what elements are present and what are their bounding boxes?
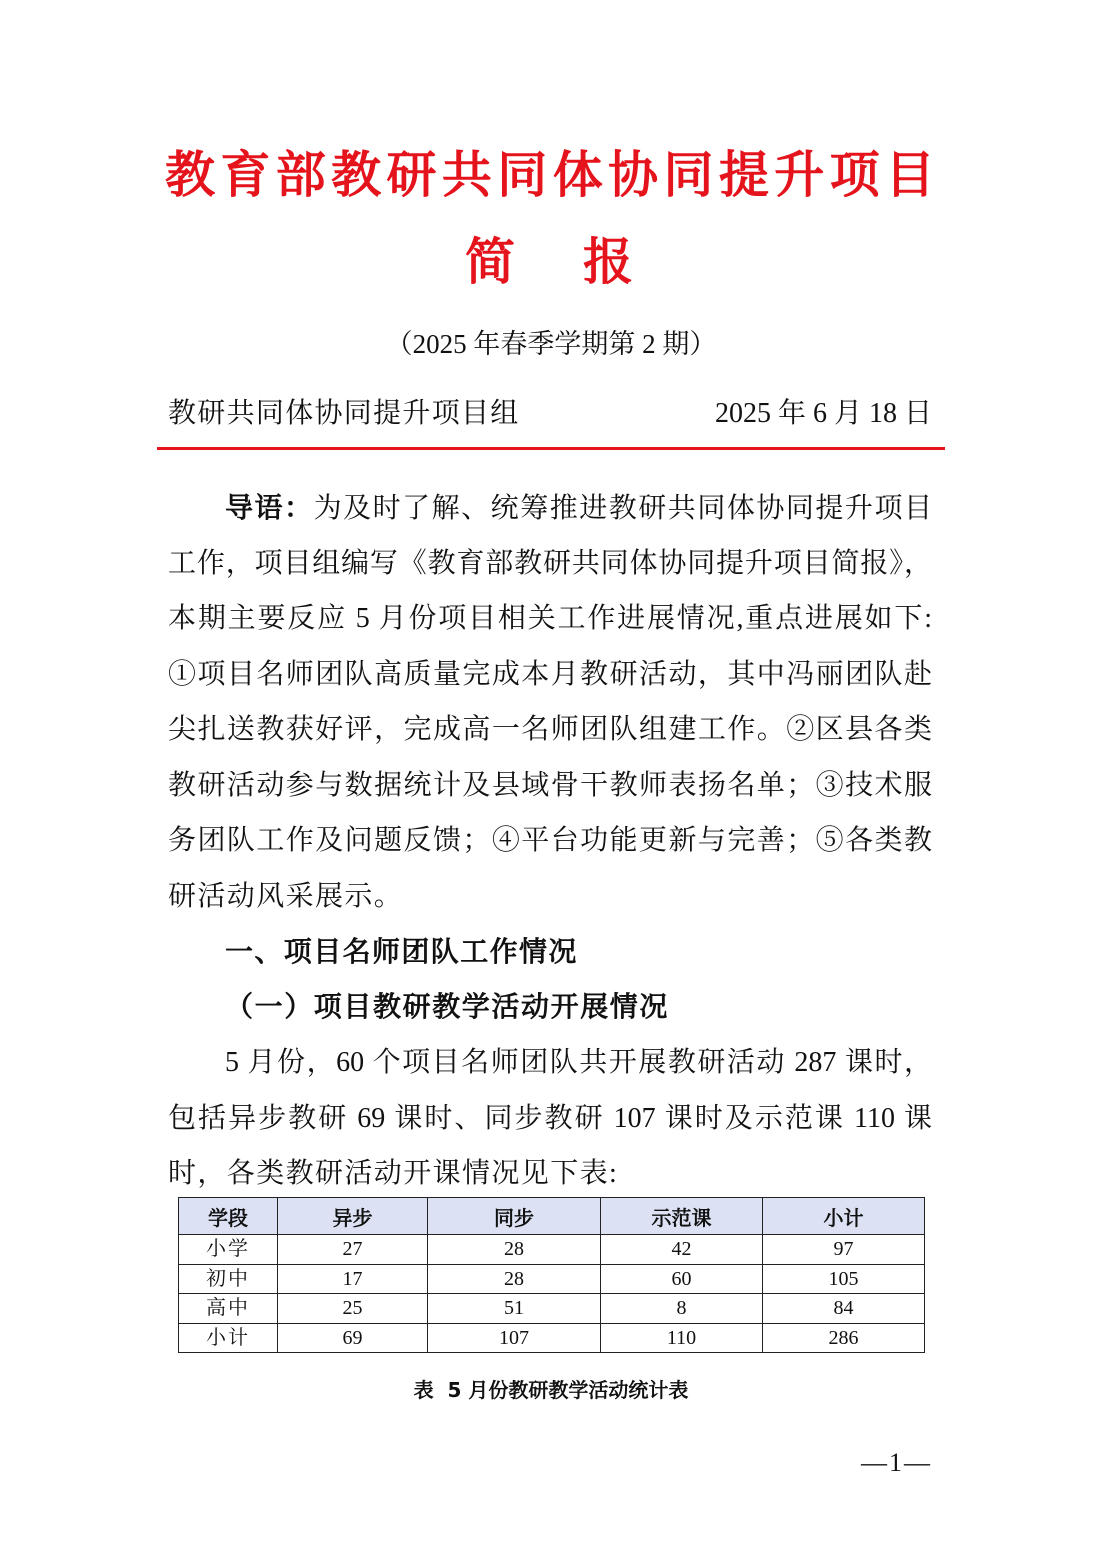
- table-header-cell: 学段: [179, 1198, 278, 1235]
- table-cell: 初中: [179, 1264, 278, 1294]
- table-cell: 69: [278, 1323, 428, 1353]
- table-cell: 286: [763, 1323, 925, 1353]
- table-cell: 42: [601, 1235, 763, 1265]
- table-cell: 25: [278, 1294, 428, 1324]
- intro-paragraph: [168, 480, 932, 924]
- table-cell: 高中: [179, 1294, 278, 1324]
- stats-table: [178, 1197, 925, 1353]
- table-cell: 27: [278, 1235, 428, 1265]
- table-cell: 84: [763, 1294, 925, 1324]
- intro-line: 尖扎送教获好评，完成高一名师团队组建工作。②区县各类: [168, 714, 932, 745]
- table-cell: 28: [428, 1235, 601, 1265]
- table-header-cell: 异步: [278, 1198, 428, 1235]
- intro-line: 务团队工作及问题反馈；④平台功能更新与完善；⑤各类教: [168, 825, 932, 856]
- section-line: 5 月份，60 个项目名师团队共开展教研活动 287 课时，: [225, 1047, 932, 1078]
- table-cell: 105: [763, 1264, 925, 1294]
- section-line: 时，各类教研活动开课情况见下表:: [168, 1158, 619, 1189]
- section-paragraph: [168, 1035, 932, 1202]
- table-row: [179, 1264, 925, 1294]
- intro-label: 导语：: [225, 491, 314, 524]
- issue-number: （2025 年春季学期第 2 期）: [385, 329, 717, 359]
- section-heading: 一、项目名师团队工作情况: [225, 935, 578, 968]
- table-cell: 97: [763, 1235, 925, 1265]
- table-cell: 17: [278, 1264, 428, 1294]
- table-row: [179, 1323, 925, 1353]
- table-cell: 60: [601, 1264, 763, 1294]
- publish-date: 2025 年 6 月 18 日: [714, 398, 932, 429]
- bulletin-title: 教育部教研共同体协同提升项目: [165, 145, 935, 204]
- intro-line: 研活动风采展示。: [168, 880, 404, 912]
- table-caption: 表 5 月份教研教学活动统计表: [413, 1378, 689, 1402]
- intro-line: 教研活动参与数据统计及县域骨干教师表扬名单；③技术服: [168, 769, 932, 801]
- table-cell: 110: [601, 1323, 763, 1353]
- intro-line: [168, 480, 932, 536]
- intro-line-text: 为及时了解、统筹推进教研共同体协同提升项目: [313, 493, 932, 524]
- bulletin-subtitle: 简 报: [465, 232, 642, 291]
- table-row: [179, 1294, 925, 1324]
- table-header-row: [179, 1198, 925, 1235]
- table-header-cell: 示范课: [601, 1198, 763, 1235]
- subsection-heading: （一）项目教研教学活动开展情况: [225, 990, 670, 1023]
- activity-table: [178, 1197, 924, 1353]
- publisher: 教研共同体协同提升项目组: [168, 398, 520, 429]
- intro-line: ①项目名师团队高质量完成本月教研活动，其中冯丽团队赴: [168, 658, 932, 690]
- table-cell: 小计: [179, 1323, 278, 1353]
- table-header-cell: 小计: [763, 1198, 925, 1235]
- header-divider: [157, 447, 945, 450]
- intro-line: 本期主要反应 5 月份项目相关工作进展情况,重点进展如下:: [168, 603, 932, 634]
- table-header-cell: 同步: [428, 1198, 601, 1235]
- section-line: 包括异步教研 69 课时、同步教研 107 课时及示范课 110 课: [168, 1102, 932, 1134]
- table-cell: 107: [428, 1323, 601, 1353]
- intro-line: 工作，项目组编写《教育部教研共同体协同提升项目简报》，: [168, 547, 932, 579]
- table-cell: 51: [428, 1294, 601, 1324]
- table-row: [179, 1235, 925, 1265]
- page-number: —1—: [861, 1448, 932, 1477]
- table-cell: 28: [428, 1264, 601, 1294]
- table-cell: 8: [601, 1294, 763, 1324]
- table-cell: 小学: [179, 1235, 278, 1265]
